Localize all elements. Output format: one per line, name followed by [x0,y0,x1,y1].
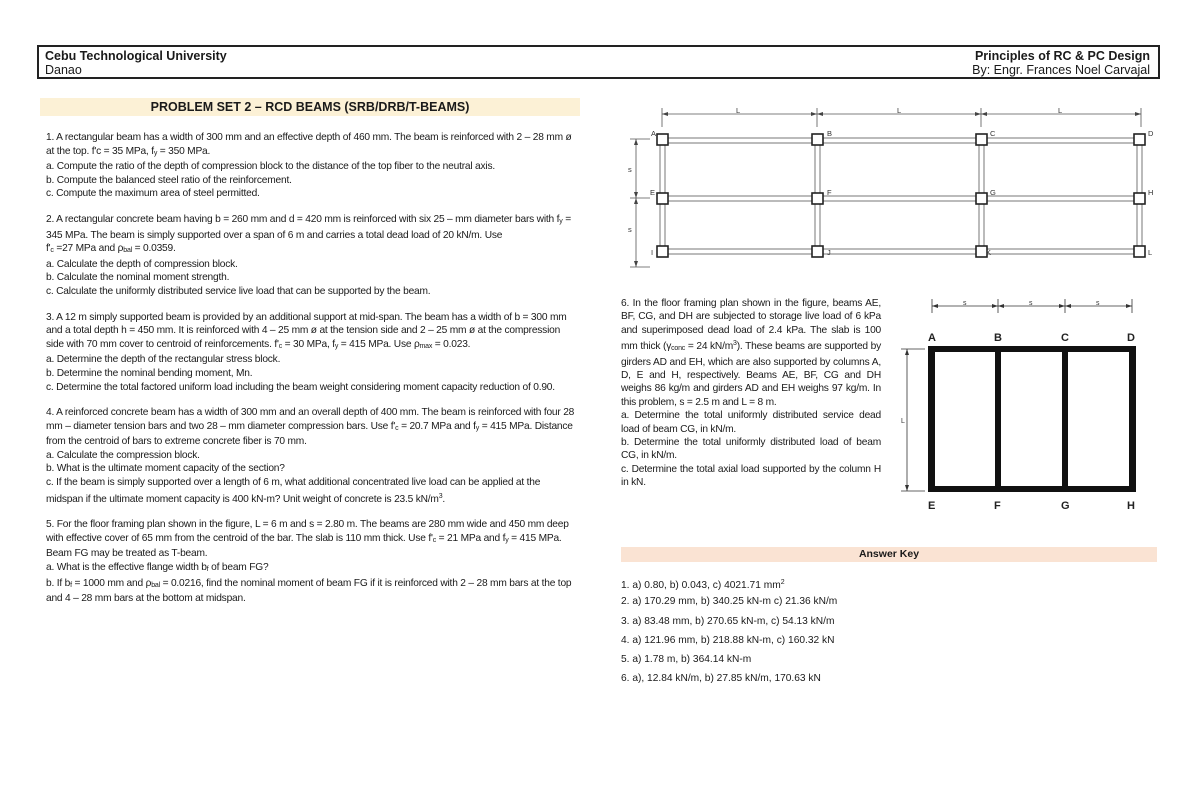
problem-3-b: b. Determine the nominal bending moment, Mn. [46,367,253,379]
floor-framing-plan-figure [620,102,1160,277]
problem-1-intro: 1. A rectangular beam has a width of 300 mm and an effective depth of 460 mm. The beam is reinforced with 2 – 28 mm ø at the top. f'c = 35 MPa, fy = 350 MPa. [46,132,572,157]
problem-4-c: c. If the beam is simply supported over a length of 6 m, what additional concentrated live load can be applied at the midspan if the ultimate moment capacity is 400 kN-m? Unit weight of concrete is 23.5 $kN/m^3$. [46,477,541,505]
problem-set-title: PROBLEM SET 2 – RCD BEAMS (SRB/DRB/T-BEAMS) [40,98,580,116]
fig2-label-B: B [994,332,1002,344]
problem-3-intro: 3. A 12 m simply supported beam is provided by an additional support at mid-span. The beam has a width of b = 300 mm and a total depth h = 450 mm. It is reinforced with 4 – 25 mm ø at the tension side and 2 – 25 mm ø at the compression side with 70 mm cover to centroid of reinforcements. f'c = 30 MPa, fy = 415 MPa. Use ρmax = 0.023. [46,311,567,350]
fig2-label-C: C [1061,332,1069,344]
problem-2-a: a. Calculate the depth of compression block. [46,258,238,270]
fig1-node-D: D [1148,129,1154,138]
problem-6-b: b. Determine the total uniformly distributed load of beam CG, in kN/m. [621,437,881,462]
problem-4 [46,406,578,506]
answer-3: 3. a) 83.48 mm, b) 270.65 kN-m, c) 54.13 kN/m [621,615,835,627]
header-left [45,49,227,77]
fig1-node-F: F [827,188,832,197]
fig2-label-A: A [928,332,936,344]
answer-key-list [621,576,1141,692]
fig1-dim-L3: L [1058,106,1063,115]
problem-2 [46,213,578,299]
fig2-label-F: F [994,500,1001,512]
problem-4-b: b. What is the ultimate moment capacity of the section? [46,463,285,475]
problem-2-given: f'c =27 MPa and ρbal = 0.0359. [46,243,176,255]
answer-5: 5. a) 1.78 m, b) 364.14 kN-m [621,654,752,666]
problem-1-a: a. Compute the ratio of the depth of compression block to the distance of the top fiber to the neutral axis. [46,161,496,173]
problem-6 [621,297,881,490]
answer-1: 1. a) 0.80, b) 0.043, c) 4021.71 $mm^2$ [621,579,785,591]
fig1-node-B: B [827,129,833,138]
problems-column [46,131,578,618]
problem-6-a: a. Determine the total uniformly distributed service dead load of beam CG, in kN/m. [621,410,881,435]
fig1-node-H: H [1148,188,1154,197]
answer-6: 6. a), 12.84 kN/m, b) 27.85 kN/m, 170.63 kN [621,673,821,685]
problem-4-intro: 4. A reinforced concrete beam has a width of 300 mm and an overall depth of 400 mm. The beam is reinforced with four 28 mm – diameter tension bars and two 28 – mm diameter compression bars. Use f'c = 20.7 MPa and fy = 415 MPa. Distance from the centroid of bars to extreme concrete fiber is 70 mm. [46,407,575,448]
fig1-dim-L1: L [736,106,741,115]
fig2-dim-L: L [901,418,905,425]
beam-girder-plan-figure [895,295,1160,520]
problem-4-a: a. Calculate the compression block. [46,449,200,461]
campus-name: Danao [45,63,82,77]
fig1-node-L: L [1148,248,1153,257]
fig1-node-I: I [651,248,654,257]
problem-5-a: a. What is the effective flange width bf of beam FG? [46,562,269,574]
problem-1 [46,131,578,201]
problem-3 [46,311,578,395]
fig1-dim-s2: s [628,225,632,234]
problem-6-intro: 6. In the floor framing plan shown in the figure, beams AE, BF, CG, and DH are subjected to storage live load of 6 kPa and superimposed dead load of 2.4 kPa. The slab is 100 mm thick (γconc = 24 $kN/m^3$). These beams are supported by girders AD and EH, which are also supported by columns A, D, E and H, respectively. Beams AE, BF, CG and DH weighs 86 kg/m and girders AD and EH weighs 97 kg/m. In this problem, s = 2.5 m and L = 8 m. [621,298,881,408]
fig2-dim-s3: s [1096,300,1100,307]
problem-2-intro: 2. A rectangular concrete beam having b = 260 mm and d = 420 mm is reinforced with six 25 – mm diameter bars with fy = 345 MPa. The beam is simply supported over a span of 6 m and carries a total dead load of 20 kN/m. Use [46,213,571,241]
fig2-label-D: D [1127,332,1135,344]
problem-3-a: a. Determine the depth of the rectangular stress block. [46,354,281,366]
answer-key-title: Answer Key [621,547,1157,562]
answer-4: 4. a) 121.96 mm, b) 218.88 kN-m, c) 160.32 kN [621,634,835,646]
fig2-label-G: G [1061,500,1070,512]
fig2-label-E: E [928,500,936,512]
problem-1-b: b. Compute the balanced steel ratio of the reinforcement. [46,174,292,186]
problem-1-c: c. Compute the maximum area of steel permitted. [46,188,260,200]
problem-5 [46,518,578,606]
fig1-dim-s1: s [628,165,632,174]
fig1-node-K: K [986,248,992,257]
course-name: Principles of RC & PC Design [974,49,1150,63]
fig1-node-C: C [990,129,996,138]
problem-2-b: b. Calculate the nominal moment strength. [46,272,230,284]
fig2-label-H: H [1127,500,1135,512]
problem-3-c: c. Determine the total factored uniform load including the beam weight considering moment capacity reduction of 0.90. [46,381,555,393]
university-name: Cebu Technological University [45,49,227,63]
author-name: By: Engr. Frances Noel Carvajal [972,63,1150,77]
fig2-dim-s1: s [963,300,967,307]
header-right [972,49,1150,77]
page-header [37,45,1160,79]
fig1-node-A: A [651,129,657,138]
answer-2: 2. a) 170.29 mm, b) 340.25 kN-m c) 21.36 kN/m [621,596,838,608]
problem-5-b: b. If bf = 1000 mm and ρbal = 0.0216, find the nominal moment of beam FG if it is reinforced with 2 – 28 mm bars at the top and 4 – 28 mm bars at the bottom at midspan. [46,577,572,605]
fig1-dim-L2: L [897,106,902,115]
fig1-node-J: J [827,248,831,257]
fig2-dim-s2: s [1029,300,1033,307]
problem-5-intro: 5. For the floor framing plan shown in the figure, L = 6 m and s = 2.80 m. The beams are 280 mm wide and 450 mm deep with effective cover of 65 mm from the centroid of the bar. The slab is 110 mm thick. Use f'c = 21 MPa and fy = 415 MPa. Beam FG may be treated as T-beam. [46,519,569,560]
problem-2-c: c. Calculate the uniformly distributed service live load that can be supported by the beam. [46,285,431,297]
fig1-node-G: G [990,188,996,197]
problem-6-c: c. Determine the total axial load supported by the column H in kN. [621,463,881,489]
fig1-node-E: E [650,188,656,197]
